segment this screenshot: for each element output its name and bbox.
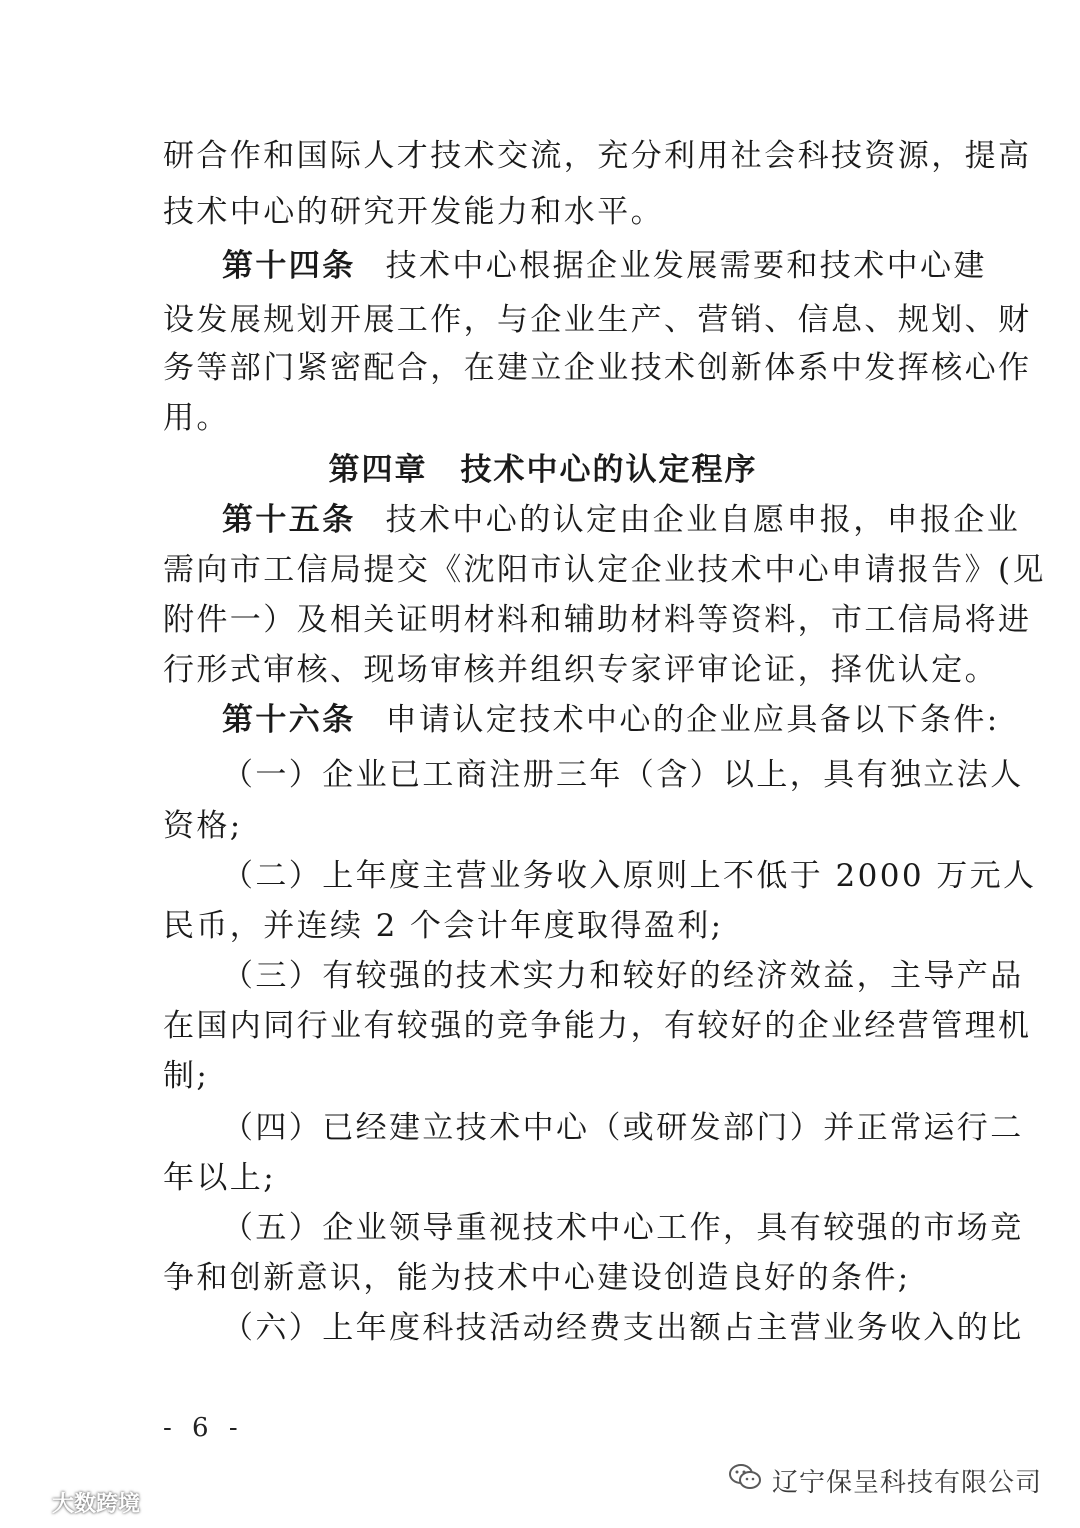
list-item-5: （五）企业领导重视技术中心工作，具有较强的市场竞: [222, 1210, 1024, 1246]
watermark-wechat: [728, 1462, 1042, 1499]
weibo-icon: [8, 1486, 46, 1518]
text-line: 年以上;: [163, 1160, 277, 1196]
list-item-2: （二）上年度主营业务收入原则上不低于 2000 万元人: [222, 858, 1037, 894]
article-label: 第十四条: [222, 248, 356, 284]
text-line: 在国内同行业有较强的竞争能力，有较好的企业经营管理机: [163, 1008, 1032, 1044]
article-label: 第十五条: [222, 502, 356, 538]
article-15: 第十五条 技术中心的认定由企业自愿申报，申报企业: [222, 502, 1021, 538]
watermark-company: 辽宁保呈科技有限公司: [771, 1468, 1042, 1498]
list-item-1: （一）企业已工商注册三年（含）以上，具有独立法人: [222, 757, 1024, 793]
list-item-6: （六）上年度科技活动经费支出额占主营业务收入的比: [222, 1310, 1024, 1346]
text-line: 争和创新意识，能为技术中心建设创造良好的条件;: [163, 1260, 911, 1296]
text-line: 技术中心的研究开发能力和水平。: [163, 194, 664, 230]
text-line: 研合作和国际人才技术交流，充分利用社会科技资源，提高: [163, 138, 1032, 174]
text-line: 附件一）及相关证明材料和辅助材料等资料，市工信局将进: [163, 602, 1032, 638]
watermark-weibo: [8, 1486, 140, 1518]
text-line: 制;: [163, 1058, 210, 1094]
text-line: 行形式审核、现场审核并组织专家评审论证，择优认定。: [163, 652, 998, 688]
list-item-4: （四）已经建立技术中心（或研发部门）并正常运行二: [222, 1110, 1024, 1146]
text-line: 民币，并连续 2 个会计年度取得盈利;: [163, 908, 724, 944]
list-item-3: （三）有较强的技术实力和较好的经济效益，主导产品: [222, 958, 1024, 994]
text-line: 用。: [163, 400, 230, 436]
text-line: 资格;: [163, 808, 243, 844]
chapter-heading: 第四章 技术中心的认定程序: [328, 452, 758, 488]
article-14: 第十四条 技术中心根据企业发展需要和技术中心建: [222, 248, 987, 284]
wechat-icon: [728, 1463, 762, 1498]
page-number: - 6 -: [163, 1413, 244, 1443]
text-line: 务等部门紧密配合，在建立企业技术创新体系中发挥核心作: [163, 350, 1032, 386]
watermark-account: 大数跨境: [52, 1491, 141, 1517]
article-16: 第十六条 申请认定技术中心的企业应具备以下条件:: [222, 702, 1000, 738]
text-line: 需向市工信局提交《沈阳市认定企业技术中心申请报告》(见: [163, 552, 1046, 588]
article-label: 第十六条: [222, 702, 356, 738]
text-line: 设发展规划开展工作，与企业生产、营销、信息、规划、财: [163, 302, 1032, 338]
